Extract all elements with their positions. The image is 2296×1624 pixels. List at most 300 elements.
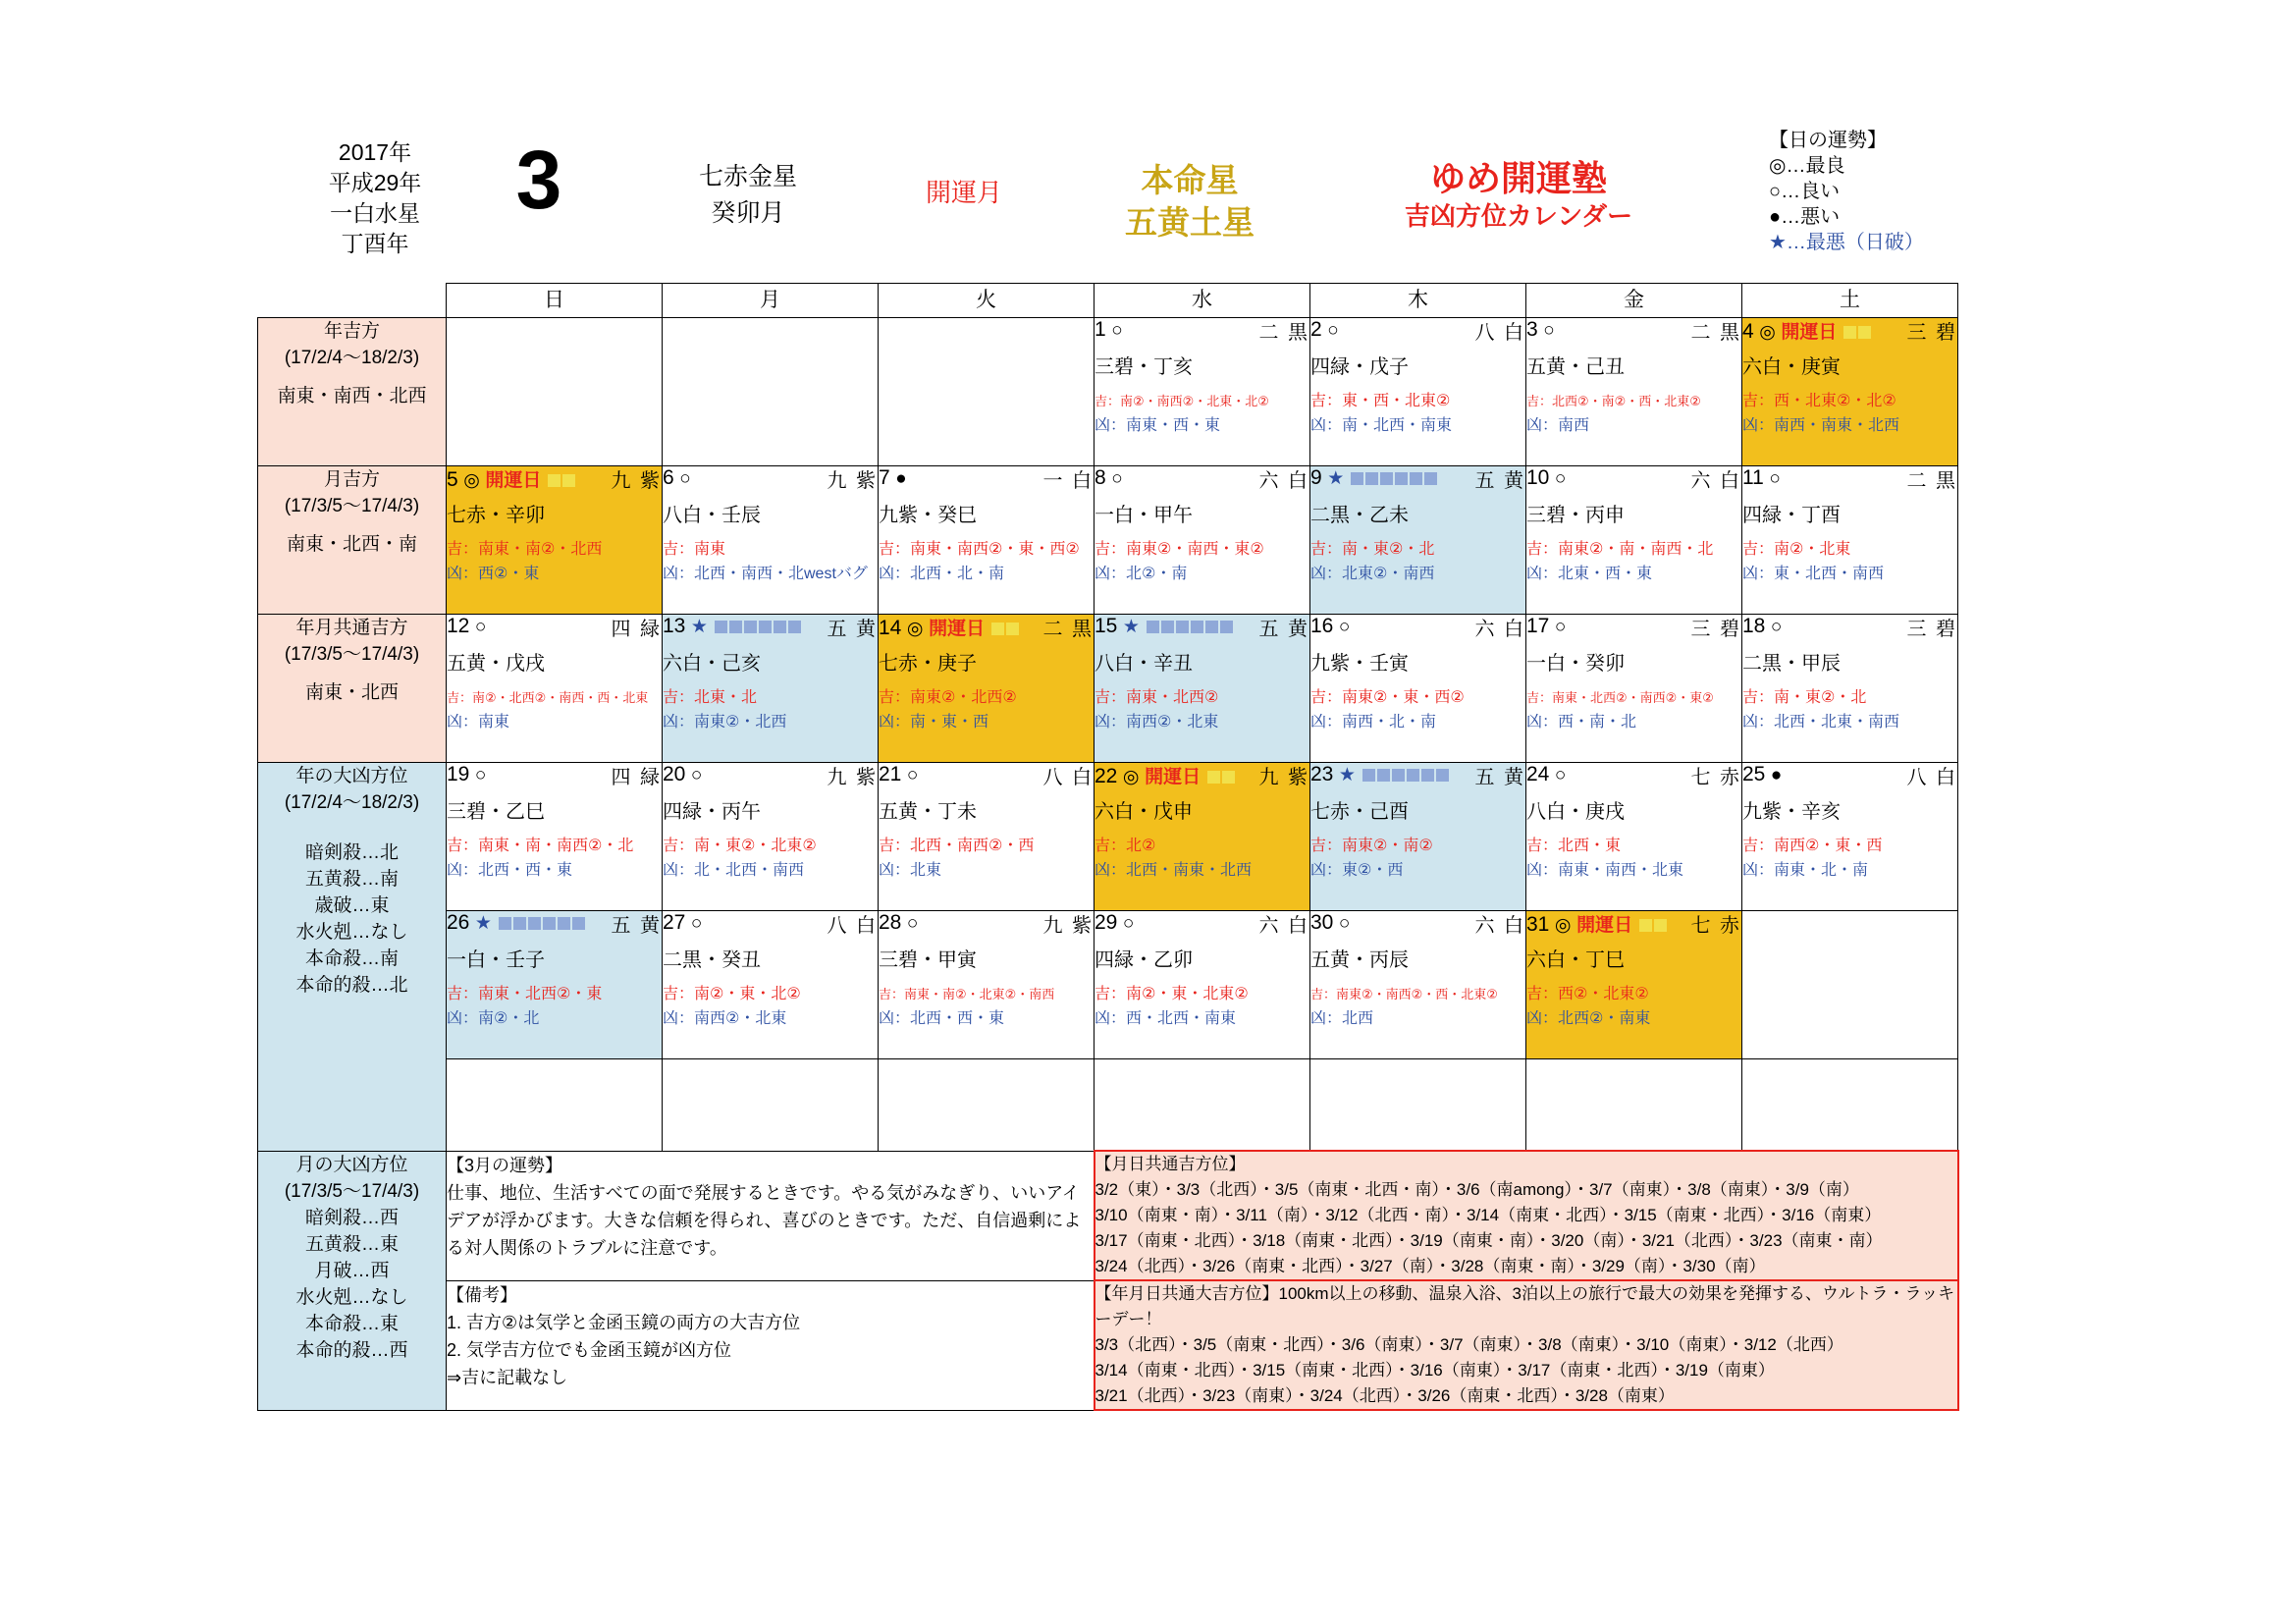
day-ganzhi: 四緑・丙午 xyxy=(663,801,761,823)
day-ganzhi: 五黄・戊戌 xyxy=(447,653,545,675)
day-kyou-directions: 凶：東・北西・南西 xyxy=(1742,566,1885,582)
year-kyou-line-1: 五黄殺…南 xyxy=(304,869,399,890)
day-header xyxy=(1095,911,1309,935)
day-kichi-directions: 吉：南東②・北西② xyxy=(879,689,1017,706)
day-kichi-directions: 吉：南東・北西② xyxy=(1095,689,1219,706)
day-number: 4 xyxy=(1742,319,1754,343)
day-nine-star: 三 碧 xyxy=(1690,618,1741,640)
day-nine-star: 五 黄 xyxy=(611,914,662,937)
header-year-western: 2017年 xyxy=(338,139,412,165)
day-left xyxy=(447,911,586,935)
calendar-day-cell[interactable] xyxy=(1095,763,1310,911)
day-fortune-mark: ○ xyxy=(474,617,487,637)
left-label-period: (17/2/4〜18/2/3) xyxy=(284,348,420,368)
left-label-0 xyxy=(258,318,447,466)
header-years xyxy=(296,137,454,259)
month-kyou-line-1: 五黄殺…東 xyxy=(304,1233,399,1255)
day-kyou-directions: 凶：北②・南 xyxy=(1095,566,1188,582)
day-kichi-directions: 吉：西②・北東② xyxy=(1526,986,1649,1002)
day-number: 17 xyxy=(1526,615,1550,637)
calendar-week-row xyxy=(258,318,1958,466)
day-ganzhi: 四緑・乙卯 xyxy=(1095,949,1193,971)
day-nine-star: 八 白 xyxy=(1906,766,1957,788)
day-kyou-directions: 凶：南東②・北西 xyxy=(663,714,787,731)
day-nine-star: 二 黒 xyxy=(1258,321,1309,344)
day-header xyxy=(447,763,662,786)
dow-header-row xyxy=(258,284,1958,318)
calendar-day-cell[interactable] xyxy=(1310,763,1526,911)
day-header xyxy=(879,615,1094,638)
day-fortune-mark: ★ xyxy=(1122,617,1140,637)
calendar-day-cell[interactable] xyxy=(1095,615,1310,763)
day-fortune-mark: ○ xyxy=(690,765,703,785)
day-header xyxy=(1310,615,1525,638)
day-fortune-mark: ● xyxy=(895,468,907,489)
blue-squares-icon xyxy=(1350,467,1438,489)
day-nine-star: 五 黄 xyxy=(1258,618,1309,640)
day-fortune-mark: ○ xyxy=(1554,468,1567,489)
calendar-day-cell[interactable] xyxy=(663,466,879,615)
dow-corner xyxy=(258,284,447,318)
day-ganzhi: 二黒・甲辰 xyxy=(1742,653,1841,675)
common-kichi-line-1: 3/10（南東・南）・3/11（南）・3/12（北西・南）・3/14（南東・北西）・3/15（南東・北西）・3/16（南東） xyxy=(1095,1206,1882,1224)
calendar-week-row xyxy=(258,911,1958,1059)
day-nine-star: 五 黄 xyxy=(827,618,878,640)
day-kyou-directions: 凶：北西・西・東 xyxy=(447,862,573,879)
ultra-lucky-intro: 100km以上の移動、温泉入浴、3泊以上の旅行で最大の効果を発揮する、ウルトラ・ラッキーデー！ xyxy=(1095,1284,1955,1328)
ultra-lucky-line-2: 3/21（北西）・3/23（南東）・3/24（北西）・3/26（南東・北西）・3/28（南東） xyxy=(1095,1386,1675,1405)
day-nine-star: 六 白 xyxy=(1474,914,1525,937)
day-kichi-directions: 吉：西・北東②・北② xyxy=(1742,393,1896,409)
calendar-day-cell[interactable] xyxy=(447,615,663,763)
day-header xyxy=(1310,763,1525,786)
day-left xyxy=(447,465,576,492)
dow-sat: 土 xyxy=(1742,284,1958,318)
day-number: 18 xyxy=(1742,615,1766,637)
day-fortune-mark: ◎ xyxy=(1122,766,1140,787)
day-fortune-mark: ○ xyxy=(1770,617,1783,637)
day-ganzhi: 四緑・丁酉 xyxy=(1742,505,1841,526)
calendar-empty-row xyxy=(258,1059,1958,1152)
day-number: 19 xyxy=(447,763,470,785)
calendar-table xyxy=(257,283,1959,1411)
day-nine-star: 七 赤 xyxy=(1690,914,1741,937)
day-number: 15 xyxy=(1095,615,1118,637)
day-number: 25 xyxy=(1742,763,1766,785)
calendar-day-cell[interactable] xyxy=(1742,318,1958,466)
blue-squares-icon xyxy=(498,912,586,934)
day-fortune-mark: ○ xyxy=(1338,913,1351,934)
day-header xyxy=(1310,466,1525,490)
day-fortune-mark: ○ xyxy=(1769,468,1781,489)
legend-item-good: ○…良い xyxy=(1769,181,1841,202)
day-kichi-directions: 吉：南東②・南② xyxy=(1310,838,1433,854)
day-header xyxy=(1310,911,1525,935)
calendar-day-cell[interactable] xyxy=(663,911,879,1059)
calendar-day-cell[interactable] xyxy=(1526,318,1742,466)
month-kyou-line-3: 水火剋…なし xyxy=(295,1286,408,1308)
day-kichi-directions: 吉：南②・北東 xyxy=(1742,541,1851,558)
day-fortune-mark: ○ xyxy=(1111,320,1123,341)
remarks-line-1: 2. 気学吉方位でも金函玉鏡が凶方位 xyxy=(447,1339,732,1360)
day-header xyxy=(1526,615,1741,638)
day-kichi-directions: 吉：南東・北西②・東 xyxy=(447,986,603,1002)
day-header xyxy=(1526,911,1741,935)
calendar-day-cell[interactable] xyxy=(1095,318,1310,466)
day-ganzhi: 三碧・丁亥 xyxy=(1095,356,1193,378)
calendar-day-empty xyxy=(1310,1059,1526,1152)
dow-sun: 日 xyxy=(447,284,663,318)
year-kyou-line-4: 本命殺…南 xyxy=(304,948,399,969)
calendar-day-cell[interactable] xyxy=(1526,615,1742,763)
day-header xyxy=(1095,763,1309,786)
day-number: 5 xyxy=(447,467,458,491)
legend-item-bad: ●…悪い xyxy=(1769,206,1841,228)
calendar-day-cell[interactable] xyxy=(879,615,1095,763)
kaiun-day-badge: 開運日 xyxy=(485,469,542,491)
calendar-title xyxy=(1327,157,1710,232)
day-kyou-directions: 凶：北西・北・南 xyxy=(879,566,1005,582)
day-nine-star: 四 緑 xyxy=(611,618,662,640)
day-ganzhi: 四緑・戊子 xyxy=(1310,356,1409,378)
kaiun-day-badge: 開運日 xyxy=(1145,766,1201,787)
honmeisei-label: 本命星 xyxy=(1141,162,1239,198)
day-nine-star: 一 白 xyxy=(1042,469,1094,492)
calendar-day-cell[interactable] xyxy=(879,911,1095,1059)
day-nine-star: 九 紫 xyxy=(1042,914,1094,937)
day-left xyxy=(447,763,486,786)
day-left xyxy=(1526,910,1668,937)
day-kyou-directions: 凶：南東・西・東 xyxy=(1095,417,1221,434)
legend-item-best: ◎…最良 xyxy=(1769,155,1845,177)
day-kyou-directions: 凶：北西・南西・北westバグ xyxy=(663,566,868,582)
day-number: 8 xyxy=(1095,466,1106,489)
day-kyou-directions: 凶：北西②・南東 xyxy=(1526,1010,1651,1027)
title-sub: 吉凶方位カレンダー xyxy=(1404,201,1633,231)
day-fortune-mark: ○ xyxy=(1543,320,1555,341)
day-nine-star: 六 白 xyxy=(1258,469,1309,492)
day-header xyxy=(879,911,1094,935)
calendar-day-empty xyxy=(1526,1059,1742,1152)
day-kichi-directions: 吉：南東・北西②・南西②・東② xyxy=(1526,690,1714,705)
header-year-ganzhi: 丁酉年 xyxy=(341,231,409,256)
day-header xyxy=(447,911,662,935)
year-kyou-period: (17/2/4〜18/2/3) xyxy=(284,792,420,813)
day-left xyxy=(1095,615,1234,638)
day-ganzhi: 八白・庚戌 xyxy=(1526,801,1625,823)
day-number: 30 xyxy=(1310,911,1334,934)
calendar-day-cell[interactable] xyxy=(1742,615,1958,763)
day-kyou-directions: 凶：南②・北 xyxy=(447,1010,540,1027)
day-left xyxy=(1742,466,1781,490)
calendar-day-empty xyxy=(879,318,1095,466)
day-nine-star: 九 紫 xyxy=(827,766,878,788)
day-nine-star: 六 白 xyxy=(1258,914,1309,937)
day-kichi-directions: 吉：南東・南②・北東②・南西 xyxy=(879,987,1055,1001)
yellow-squares-icon xyxy=(1638,914,1668,936)
day-number: 29 xyxy=(1095,911,1118,934)
dow-mon: 月 xyxy=(663,284,879,318)
month-kyou-line-4: 本命殺…東 xyxy=(304,1313,399,1334)
day-header xyxy=(663,466,878,490)
calendar-day-empty xyxy=(879,1059,1095,1152)
day-left xyxy=(1310,466,1438,490)
day-number: 21 xyxy=(879,763,902,785)
day-ganzhi: 二黒・乙未 xyxy=(1310,505,1409,526)
calendar-day-cell[interactable] xyxy=(663,763,879,911)
day-nine-star: 八 白 xyxy=(1474,321,1525,344)
day-header xyxy=(1095,318,1309,342)
calendar-day-empty xyxy=(1742,1059,1958,1152)
calendar-day-empty xyxy=(447,1059,663,1152)
calendar-day-cell[interactable] xyxy=(447,911,663,1059)
day-header xyxy=(1742,466,1957,490)
day-number: 2 xyxy=(1310,318,1322,341)
kaiun-month-badge: 開運月 xyxy=(925,178,1002,207)
calendar-day-empty xyxy=(1742,911,1958,1059)
day-ganzhi: 三碧・丙申 xyxy=(1526,505,1625,526)
day-left xyxy=(1310,763,1450,786)
year-kyou-title: 年の大凶方位 xyxy=(295,766,408,786)
calendar-day-cell[interactable] xyxy=(1310,911,1526,1059)
remarks-line-0: 1. 吉方②は気学と金函玉鏡の両方の大吉方位 xyxy=(447,1312,801,1332)
day-left xyxy=(879,614,1020,640)
day-kyou-directions: 凶：北・北西・南西 xyxy=(663,862,805,879)
calendar-week-row xyxy=(258,615,1958,763)
page-header xyxy=(257,130,2044,275)
day-fortune-mark: ○ xyxy=(906,765,919,785)
calendar-day-cell[interactable] xyxy=(1742,763,1958,911)
day-kyou-directions: 凶：北西・西・東 xyxy=(879,1010,1005,1027)
calendar-day-cell[interactable] xyxy=(879,466,1095,615)
calendar-day-cell[interactable] xyxy=(1526,911,1742,1059)
day-kichi-directions: 吉：北② xyxy=(1095,838,1156,854)
day-header xyxy=(1095,615,1309,638)
day-kyou-directions: 凶：南西②・北東 xyxy=(1095,714,1219,731)
day-kichi-directions: 吉：南東 xyxy=(663,541,726,558)
day-nine-star: 七 赤 xyxy=(1690,766,1741,788)
day-kichi-directions: 吉：南東・南②・北西 xyxy=(447,541,603,558)
day-kichi-directions: 吉：南東②・東・西② xyxy=(1310,689,1465,706)
day-kichi-directions: 吉：南東②・南西・東② xyxy=(1095,541,1264,558)
day-kichi-directions: 吉：北西・南西②・西 xyxy=(879,838,1035,854)
day-nine-star: 五 黄 xyxy=(1474,469,1525,492)
left-label-dirs: 南東・北西 xyxy=(304,682,399,703)
day-fortune-mark: ◎ xyxy=(463,469,480,491)
calendar-day-cell[interactable] xyxy=(663,615,879,763)
day-left xyxy=(663,615,802,638)
day-fortune-mark: ◎ xyxy=(1554,914,1572,936)
day-number: 11 xyxy=(1742,466,1764,489)
day-left xyxy=(1095,318,1123,342)
day-ganzhi: 八白・辛丑 xyxy=(1095,653,1193,675)
day-left xyxy=(447,615,486,638)
year-kyou-line-2: 歳破…東 xyxy=(314,895,390,916)
kaiun-day-badge: 開運日 xyxy=(1781,321,1838,343)
page-title: 3 xyxy=(515,134,562,226)
day-left xyxy=(1526,318,1555,342)
month-kyou-line-5: 本命的殺…西 xyxy=(295,1339,408,1361)
legend-title: 【日の運勢】 xyxy=(1769,130,1887,151)
year-kyou-line-3: 水火剋…なし xyxy=(295,922,408,943)
day-kyou-directions: 凶：北東 xyxy=(879,862,942,879)
kaiun-day-badge: 開運日 xyxy=(929,618,986,639)
day-left xyxy=(1310,318,1339,342)
remarks-box xyxy=(447,1280,1095,1410)
day-kyou-directions: 凶：北東②・南西 xyxy=(1310,566,1435,582)
day-number: 23 xyxy=(1310,763,1334,785)
day-left xyxy=(1310,615,1350,638)
day-number: 10 xyxy=(1526,466,1550,489)
day-header xyxy=(879,466,1094,490)
day-ganzhi: 三碧・甲寅 xyxy=(879,949,977,971)
day-number: 6 xyxy=(663,466,674,489)
day-left xyxy=(1526,466,1566,490)
day-fortune-mark: ● xyxy=(1770,765,1783,785)
day-kyou-directions: 凶：北西・北東・南西 xyxy=(1742,714,1900,731)
day-header xyxy=(879,763,1094,786)
day-ganzhi: 六白・庚寅 xyxy=(1742,356,1841,378)
day-kyou-directions: 凶：西②・東 xyxy=(447,566,540,582)
header-year-heisei: 平成29年 xyxy=(328,170,422,195)
day-left xyxy=(1526,615,1566,638)
day-fortune-mark: ★ xyxy=(474,913,492,934)
remarks-title: 【備考】 xyxy=(447,1284,517,1305)
day-number: 7 xyxy=(879,466,890,489)
day-nine-star: 八 白 xyxy=(1042,766,1094,788)
left-label-title: 年月共通吉方 xyxy=(295,618,408,638)
day-left xyxy=(879,763,918,786)
day-kichi-directions: 吉：南・東②・北 xyxy=(1742,689,1867,706)
day-fortune-mark: ○ xyxy=(1338,617,1351,637)
calendar-day-empty xyxy=(663,318,879,466)
day-number: 1 xyxy=(1095,318,1106,341)
day-fortune-mark: ○ xyxy=(679,468,691,489)
header-year-star: 一白水星 xyxy=(330,200,420,226)
day-kyou-directions: 凶：南東 xyxy=(447,714,510,731)
day-kyou-directions: 凶：南・北西・南東 xyxy=(1310,417,1453,434)
year-kyou-line-0: 暗剣殺…北 xyxy=(304,842,399,863)
day-header xyxy=(447,615,662,638)
day-left xyxy=(1095,466,1123,490)
day-fortune-mark: ○ xyxy=(1122,913,1135,934)
calendar-day-cell[interactable] xyxy=(1742,466,1958,615)
day-fortune-mark: ○ xyxy=(906,913,919,934)
dow-wed: 水 xyxy=(1095,284,1310,318)
day-number: 9 xyxy=(1310,466,1322,489)
yellow-squares-icon xyxy=(1206,766,1236,787)
day-number: 12 xyxy=(447,615,470,637)
day-nine-star: 六 白 xyxy=(1474,618,1525,640)
honmeisei-value: 五黄土星 xyxy=(1125,204,1255,241)
common-kichi-box xyxy=(1095,1151,1958,1280)
calendar-day-cell[interactable] xyxy=(1095,911,1310,1059)
legend-item-worst: ★…最悪（日破） xyxy=(1769,232,1924,253)
calendar-day-cell[interactable] xyxy=(447,466,663,615)
calendar-day-cell[interactable] xyxy=(1526,466,1742,615)
honmeisei-block xyxy=(1072,159,1308,244)
left-label-title: 年吉方 xyxy=(323,321,380,342)
calendar-day-cell[interactable] xyxy=(1310,318,1526,466)
calendar-week-row xyxy=(258,466,1958,615)
day-kichi-directions: 吉：南・東②・北東② xyxy=(663,838,817,854)
day-nine-star: 三 碧 xyxy=(1906,618,1957,640)
yellow-squares-icon xyxy=(990,618,1020,639)
day-number: 27 xyxy=(663,911,686,934)
month-fortune-box xyxy=(447,1151,1095,1280)
day-left xyxy=(879,911,918,935)
remarks-line-2: ⇒吉に記載なし xyxy=(447,1367,568,1387)
month-fortune-text: 仕事、地位、生活すべての面で発展するときです。やる気がみなぎり、いいアイデアが浮かびます。大きな信頼を得られ、喜びのときです。ただ、自信過剰による対人関係のトラブルに注意です。 xyxy=(447,1182,1082,1258)
day-fortune-mark: ○ xyxy=(474,765,487,785)
day-kichi-directions: 吉：東・西・北東② xyxy=(1310,393,1451,409)
day-header xyxy=(1526,466,1741,490)
month-star-name: 七赤金星 xyxy=(698,163,797,190)
day-kyou-directions: 凶：南・東・西 xyxy=(879,714,989,731)
day-header xyxy=(663,911,878,935)
day-left xyxy=(663,466,691,490)
day-nine-star: 二 黒 xyxy=(1042,618,1094,640)
day-number: 14 xyxy=(879,616,902,639)
day-left xyxy=(1742,317,1872,344)
dow-fri: 金 xyxy=(1526,284,1742,318)
day-kyou-directions: 凶：南西・南東・北西 xyxy=(1742,417,1900,434)
day-ganzhi: 九紫・壬寅 xyxy=(1310,653,1409,675)
left-label-period: (17/3/5〜17/4/3) xyxy=(284,496,420,516)
calendar-day-cell[interactable] xyxy=(447,763,663,911)
day-ganzhi: 九紫・辛亥 xyxy=(1742,801,1841,823)
day-kichi-directions: 吉：南東・南・南西②・北 xyxy=(447,838,634,854)
month-fortune-title: 【3月の運勢】 xyxy=(447,1155,563,1175)
left-label-title: 月吉方 xyxy=(323,469,380,490)
legend xyxy=(1769,128,2044,255)
calendar-day-cell[interactable] xyxy=(1310,466,1526,615)
day-kyou-directions: 凶：北西・南東・北西 xyxy=(1095,862,1253,879)
day-ganzhi: 六白・己亥 xyxy=(663,653,761,675)
blue-squares-icon xyxy=(1146,616,1234,637)
day-kyou-directions: 凶：南東・南西・北東 xyxy=(1526,862,1684,879)
calendar-day-cell[interactable] xyxy=(1526,763,1742,911)
day-left xyxy=(663,911,702,935)
day-header xyxy=(1095,466,1309,490)
month-kyou-label xyxy=(258,1151,447,1410)
day-number: 28 xyxy=(879,911,902,934)
day-kichi-directions: 吉：南東②・南・南西・北 xyxy=(1526,541,1714,558)
day-number: 16 xyxy=(1310,615,1334,637)
day-ganzhi: 三碧・乙巳 xyxy=(447,801,545,823)
day-kichi-directions: 吉：南東・南西②・東・西② xyxy=(879,541,1080,558)
day-header xyxy=(1526,763,1741,786)
year-kyou-line-5: 本命的殺…北 xyxy=(295,975,408,996)
day-kichi-directions: 吉：南②・南西②・北東・北② xyxy=(1095,394,1269,408)
day-header xyxy=(447,466,662,490)
left-label-2 xyxy=(258,615,447,763)
calendar-week-row xyxy=(258,763,1958,911)
calendar-day-cell[interactable] xyxy=(879,763,1095,911)
day-kichi-directions: 吉：南・東②・北 xyxy=(1310,541,1435,558)
left-label-dirs: 南東・南西・北西 xyxy=(277,386,427,406)
day-fortune-mark: ○ xyxy=(1554,617,1567,637)
dow-thu: 木 xyxy=(1310,284,1526,318)
day-ganzhi: 五黄・己丑 xyxy=(1526,356,1625,378)
calendar-day-cell[interactable] xyxy=(1310,615,1526,763)
day-ganzhi: 八白・壬辰 xyxy=(663,505,761,526)
day-kichi-directions: 吉：北西②・南②・西・北東② xyxy=(1526,394,1701,408)
calendar-day-cell[interactable] xyxy=(1095,466,1310,615)
day-header xyxy=(1742,615,1957,638)
day-left xyxy=(663,763,702,786)
day-kyou-directions: 凶：北東・西・東 xyxy=(1526,566,1653,582)
